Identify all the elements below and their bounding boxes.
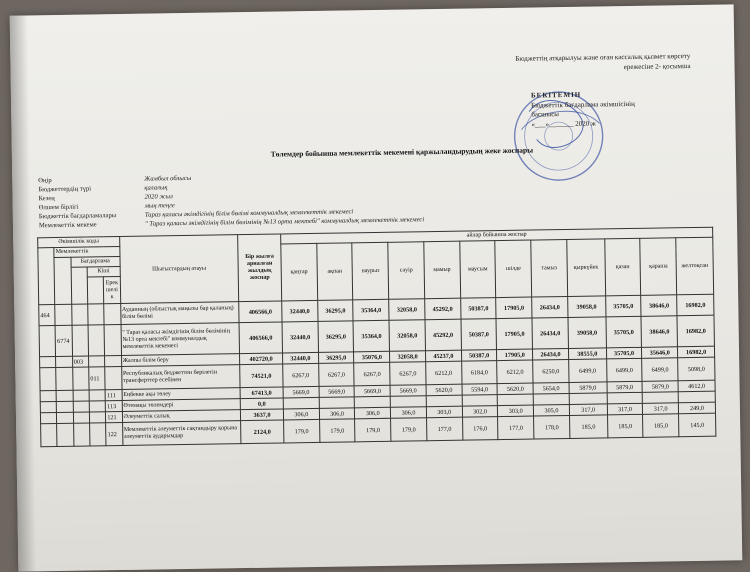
month-value-cell: 6212,0	[426, 361, 462, 385]
page-shadow	[10, 15, 37, 571]
month-value-cell	[283, 397, 319, 409]
meta-label: Бюджеттік бағдарламалары	[38, 211, 117, 220]
month-header: наурыз	[352, 242, 389, 300]
approval-line-4: басшысы	[531, 110, 560, 119]
month-value-cell: 306,0	[391, 407, 427, 419]
meta-value: 2020 жыл	[144, 192, 173, 201]
header-kishi: Кіші	[87, 267, 120, 278]
month-header: қараша	[640, 238, 677, 296]
code-cell	[73, 401, 89, 412]
code-cell: 111	[105, 390, 122, 401]
month-value-cell	[319, 397, 355, 409]
approval-line-2: ережесіне 2- қосымша	[623, 62, 691, 72]
month-value-cell: 6267,0	[318, 363, 354, 387]
expense-name-cell: Өтемақы төлемдері	[122, 399, 241, 412]
meta-value: қалалық	[144, 184, 168, 192]
code-cell	[71, 304, 88, 325]
expense-name-cell: " Тараз қаласы әкімдігінің білім бөлімінің №13 орта мектебі" коммуналдық мемлекеттік мекемесі	[121, 323, 240, 356]
header-bagdarlama: Бағдарлама	[71, 257, 120, 268]
month-value-cell: 38555,0	[568, 348, 606, 360]
month-value-cell: 35646,0	[642, 347, 678, 359]
month-value-cell: 16982,0	[677, 315, 714, 347]
code-cell	[57, 412, 73, 423]
header-erek: Ерек шелі к	[104, 277, 121, 304]
month-value-cell: 16982,0	[678, 346, 715, 358]
code-cell	[57, 423, 74, 446]
code-cell: 003	[72, 356, 88, 367]
month-value-cell: 5654,0	[533, 382, 569, 394]
code-cell	[55, 304, 72, 325]
code-cell	[72, 367, 89, 390]
month-value-cell	[462, 395, 498, 407]
month-value-cell	[355, 396, 391, 408]
annual-plan-cell: 406566,0	[239, 301, 282, 323]
month-value-cell: 4612,0	[678, 380, 715, 392]
month-value-cell: 38646,0	[641, 316, 677, 348]
document-page	[10, 4, 743, 571]
code-cell: 121	[106, 412, 123, 423]
month-value-cell: 32058,0	[389, 299, 425, 321]
meta-value: " Тараз қаласы әкімдігінің білім бөлімінің №13 орта мектебі" коммуналдық мемлекеттік мекемесі	[144, 215, 425, 228]
code-cell: 6774	[55, 325, 72, 356]
month-value-cell: 45292,0	[425, 298, 461, 320]
month-value-cell	[569, 393, 607, 405]
month-value-cell: 303,0	[498, 405, 534, 417]
annual-plan-cell: 74521,0	[240, 364, 283, 388]
month-value-cell: 5620,0	[426, 384, 462, 396]
annual-plan-cell: 67413,0	[240, 387, 283, 399]
month-value-cell: 45237,0	[425, 350, 461, 362]
code-cell	[89, 412, 105, 423]
code-cell	[73, 423, 90, 446]
month-value-cell: 6499,0	[642, 358, 678, 382]
month-value-cell: 6212,0	[497, 360, 533, 384]
month-value-cell: 32058,0	[389, 320, 425, 352]
month-value-cell: 185,0	[607, 414, 643, 438]
month-value-cell: 177,0	[498, 416, 534, 440]
code-cell	[89, 356, 105, 367]
month-value-cell: 145,0	[679, 413, 716, 437]
month-value-cell: 36295,0	[318, 321, 354, 353]
month-value-cell: 305,0	[533, 404, 569, 416]
code-cell: 113	[106, 401, 123, 412]
month-value-cell: 6499,0	[606, 358, 642, 382]
month-value-cell: 6499,0	[568, 359, 606, 383]
month-value-cell: 249,0	[678, 402, 715, 414]
approve-word: БЕКІТЕМІН	[530, 90, 582, 100]
month-value-cell	[390, 396, 426, 408]
month-header: қаңтар	[281, 243, 318, 301]
code-cell	[89, 401, 105, 412]
annual-plan-cell: 0,0	[240, 398, 283, 410]
month-value-cell: 178,0	[534, 415, 570, 439]
month-value-cell: 17905,0	[497, 349, 533, 361]
header-name: Шығыстардың атауы	[119, 235, 238, 304]
expense-name-cell: Әлеуметтік салық	[122, 410, 241, 423]
month-value-cell: 306,0	[319, 408, 355, 420]
annual-plan-cell: 2124,0	[241, 420, 284, 444]
month-value-cell: 179,0	[355, 418, 391, 442]
month-value-cell: 176,0	[462, 417, 498, 441]
code-cell	[72, 325, 89, 356]
code-cell	[90, 423, 107, 446]
month-value-cell	[426, 395, 462, 407]
code-cell	[105, 367, 122, 390]
month-value-cell: 35705,0	[606, 316, 642, 348]
code-cell	[73, 390, 89, 401]
month-value-cell: 26434,0	[532, 317, 568, 349]
code-cell	[56, 367, 73, 390]
code-cell	[56, 390, 72, 401]
month-value-cell: 6250,0	[533, 359, 569, 383]
month-value-cell: 303,0	[426, 406, 462, 418]
month-header: желтоқсан	[676, 237, 714, 295]
header-spacer	[87, 277, 104, 304]
month-value-cell: 32440,0	[282, 352, 318, 364]
code-cell: 011	[89, 367, 106, 390]
meta-block	[38, 168, 599, 230]
header-memlekettik: Мемлекеттік	[54, 247, 119, 258]
month-value-cell: 179,0	[284, 419, 320, 443]
month-value-cell: 50387,0	[461, 319, 497, 351]
annual-plan-cell: 3637,0	[240, 409, 283, 421]
month-value-cell	[607, 392, 643, 404]
code-cell	[40, 402, 56, 413]
month-value-cell: 35705,0	[605, 295, 641, 317]
month-value-cell: 6267,0	[390, 362, 426, 386]
month-value-cell: 5669,0	[354, 385, 390, 397]
meta-label: Мемлекеттік мекеме	[38, 220, 97, 229]
month-value-cell: 26434,0	[533, 348, 569, 360]
month-value-cell: 5594,0	[462, 384, 498, 396]
code-cell	[89, 390, 105, 401]
month-value-cell: 50387,0	[460, 298, 496, 320]
month-value-cell: 5879,0	[642, 381, 678, 393]
month-value-cell: 5669,0	[390, 385, 426, 397]
month-value-cell: 5669,0	[283, 386, 319, 398]
approval-signature-block	[531, 89, 712, 130]
header-okimshilik: Әкімшілік коды	[38, 237, 120, 248]
month-value-cell: 5098,0	[678, 357, 715, 381]
header-spacer	[38, 248, 55, 305]
annual-plan-cell: 402720,0	[240, 353, 283, 365]
meta-value: Тараз қаласы әкімдігінің білім бөлімі коммуналдық мемлекеттік мекемесі	[144, 207, 354, 219]
month-value-cell: 6267,0	[283, 363, 319, 387]
month-value-cell: 39058,0	[568, 296, 606, 318]
code-cell	[88, 304, 105, 325]
month-value-cell: 5669,0	[319, 386, 355, 398]
month-header: қыркүйек	[567, 239, 606, 297]
month-value-cell: 35076,0	[354, 351, 390, 363]
code-cell	[104, 304, 121, 325]
code-cell	[57, 401, 73, 412]
month-value-cell: 35364,0	[353, 299, 389, 321]
month-value-cell: 50387,0	[461, 350, 497, 362]
month-value-cell: 35364,0	[353, 320, 389, 352]
month-value-cell: 16982,0	[677, 294, 714, 316]
month-value-cell: 177,0	[426, 417, 462, 441]
header-spacer	[54, 257, 71, 304]
meta-label: Кезең	[38, 194, 55, 203]
month-value-cell: 5879,0	[569, 382, 607, 394]
code-cell: 122	[106, 423, 123, 446]
month-value-cell: 45292,0	[425, 319, 461, 351]
annual-plan-cell: 406566,0	[239, 322, 282, 354]
month-value-cell: 6184,0	[461, 361, 497, 385]
code-cell	[56, 356, 72, 367]
meta-value: мың теңге	[144, 201, 175, 210]
month-value-cell: 32058,0	[390, 351, 426, 363]
month-value-cell: 36295,0	[317, 300, 353, 322]
approval-block	[450, 51, 690, 75]
month-value-cell: 302,0	[462, 406, 498, 418]
month-value-cell: 5879,0	[607, 381, 643, 393]
month-header: ақпан	[316, 243, 353, 301]
approval-line-3: Бюджеттік бағдарлама әкімшісінің	[531, 99, 635, 110]
month-value-cell: 185,0	[643, 414, 679, 438]
code-cell	[104, 325, 121, 356]
code-cell	[41, 424, 58, 447]
expense-name-cell: Жалпы білім беру	[121, 354, 240, 367]
header-months-group: айлар бойынша жоспар	[281, 227, 713, 244]
meta-label: Өңір	[38, 177, 52, 185]
month-value-cell: 36295,0	[318, 352, 354, 364]
expense-name-cell: Ауданның (облыстық маңызы бар қаланың) білім бөлімі	[120, 302, 239, 325]
meta-label: Бюджеттердің түрі	[38, 185, 92, 194]
code-cell	[88, 325, 105, 356]
month-value-cell: 32440,0	[282, 321, 318, 353]
expense-name-cell: Еңбекке ақы төлеу	[122, 388, 241, 401]
month-header: қазан	[604, 238, 641, 296]
expense-name-cell: Республикалық бюджеттен берілетін трансферттер есебінен	[121, 365, 240, 390]
month-value-cell: 6267,0	[354, 362, 390, 386]
month-value-cell: 317,0	[607, 403, 643, 415]
month-value-cell: 17905,0	[496, 318, 532, 350]
month-header: тамыз	[531, 240, 568, 298]
code-cell	[39, 326, 56, 357]
month-value-cell: 38646,0	[641, 295, 677, 317]
month-value-cell: 317,0	[569, 404, 607, 416]
month-value-cell: 306,0	[283, 408, 319, 420]
month-value-cell	[533, 393, 569, 405]
month-header: сәуір	[388, 242, 425, 300]
month-value-cell: 185,0	[569, 415, 607, 439]
header-annual: Бір жылға арналған жылдық жоспар	[238, 234, 282, 302]
approval-date: «___»_______ 2020 ж	[531, 119, 596, 129]
month-value-cell: 5620,0	[497, 383, 533, 395]
code-cell	[73, 412, 89, 423]
month-value-cell: 32440,0	[282, 300, 318, 322]
month-value-cell	[498, 394, 534, 406]
month-value-cell: 179,0	[319, 419, 355, 443]
header-spacer	[71, 267, 88, 304]
code-cell: 464	[39, 305, 56, 326]
month-value-cell: 306,0	[355, 407, 391, 419]
meta-label: Өлшем бірлігі	[38, 203, 79, 212]
month-value-cell	[643, 392, 679, 404]
month-header: шілде	[495, 240, 532, 298]
meta-value: Жамбыл облысы	[144, 174, 192, 183]
month-value-cell: 317,0	[643, 403, 679, 415]
code-cell	[40, 413, 56, 424]
month-value-cell: 17905,0	[496, 297, 532, 319]
financing-plan-table	[37, 227, 716, 448]
expense-name-cell: Мемлекеттік әлеуметтік сақтандыру қорына әлеуметтік аударымдар	[122, 421, 241, 446]
month-header: маусым	[459, 241, 496, 299]
approval-line-1: Бюджеттің атқарылуы және оған кассалық қызмет көрсету	[515, 52, 691, 63]
code-cell	[40, 357, 56, 368]
month-value-cell: 26434,0	[532, 296, 568, 318]
month-value-cell: 179,0	[391, 418, 427, 442]
month-value-cell	[678, 391, 715, 403]
document-title: Төлемдер бойынша мемлекеттік мекемені қаржыландырудың жеке жоспары	[270, 145, 534, 159]
code-cell	[40, 391, 56, 402]
month-value-cell: 35705,0	[606, 347, 642, 359]
month-value-cell: 39058,0	[568, 317, 606, 349]
code-cell	[105, 356, 122, 367]
month-header: мамыр	[424, 241, 461, 299]
code-cell	[40, 368, 57, 391]
